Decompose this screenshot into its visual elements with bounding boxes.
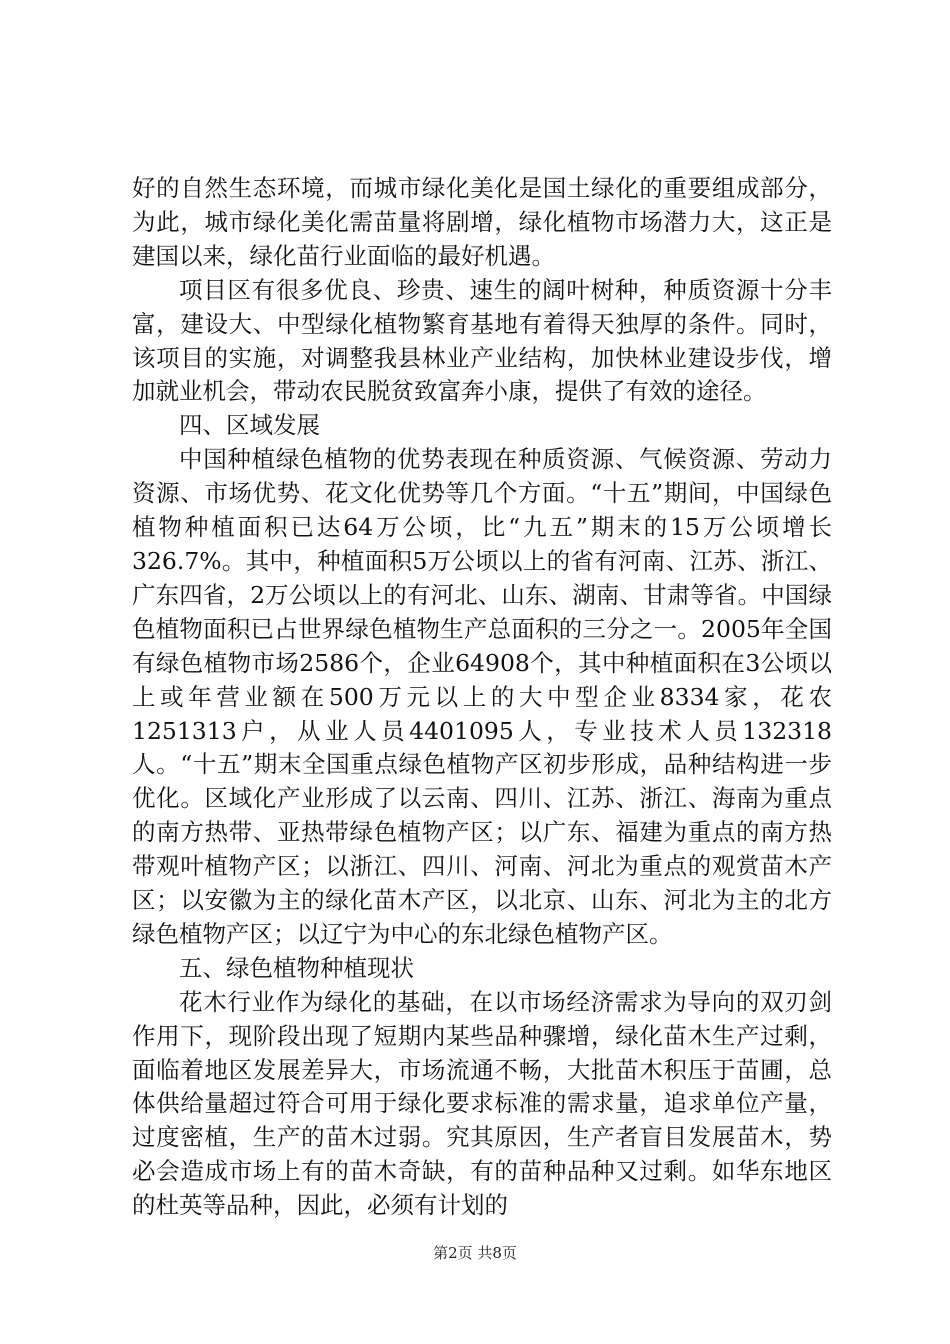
document-body — [132, 172, 832, 1223]
section-heading-regional-development: 四、区域发展 — [179, 411, 320, 440]
paragraph-planting-status: 花木行业作为绿化的基础，在以市场经济需求为导向的双刃剑作用下，现阶段出现了短期内某些品种骤增，绿化苗木生产过剩，面临着地区发展差异大，市场流通不畅，大批苗木积压于苗圃，总体供给量超过符合可用于绿化要求标准的需求量，追求单位产量，过度密植，生产的苗木过弱。究其原因，生产者盲目发展苗木，势必会造成市场上有的苗木奇缺，有的苗种品种又过剩。如华东地区的杜英等品种，因此，必须有计划的 — [132, 987, 832, 1220]
page-footer: 第2页 共8页 — [433, 1244, 517, 1262]
paragraph-regional-development: 中国种植绿色植物的优势表现在种质资源、气候资源、劳动力资源、市场优势、花文化优势等几个方面。“十五”期间，中国绿色植物种植面积已达64万公顷，比“九五”期末的15万公顷增长326.7%。其中，种植面积5万公顷以上的省有河南、江苏、浙江、广东四省，2万公顷以上的有河北、山东、湖南、甘肃等省。中国绿色植物面积已占世界绿色植物生产总面积的三分之一。2005年全国有绿色植物市场2586个，企业64908个，其中种植面积在3公顷以上或年营业额在500万元以上的大中型企业8334家，花农1251313户，从业人员4401095人，专业技术人员132318人。“十五”期末全国重点绿色植物产区初步形成，品种结构进一步优化。区域化产业形成了以云南、四川、江苏、浙江、海南为重点的南方热带、亚热带绿色植物产区；以广东、福建为重点的南方热带观叶植物产区；以浙江、四川、河南、河北为重点的观赏苗木产区；以安徽为主的绿化苗木产区，以北京、山东、河北为主的北方绿色植物产区；以辽宁为中心的东北绿色植物产区。 — [132, 445, 832, 948]
paragraph-project-area: 项目区有很多优良、珍贵、速生的阔叶树种，种质资源十分丰富，建设大、中型绿化植物繁育基地有着得天独厚的条件。同时，该项目的实施，对调整我县林业产业结构，加快林业建设步伐，增加就业机会，带动农民脱贫致富奔小康，提供了有效的途径。 — [132, 275, 832, 406]
paragraph-continuation: 好的自然生态环境，而城市绿化美化是国土绿化的重要组成部分，为此，城市绿化美化需苗量将剧增，绿化植物市场潜力大，这正是建国以来，绿化苗行业面临的最好机遇。 — [132, 174, 832, 270]
section-heading-planting-status: 五、绿色植物种植现状 — [179, 953, 414, 982]
